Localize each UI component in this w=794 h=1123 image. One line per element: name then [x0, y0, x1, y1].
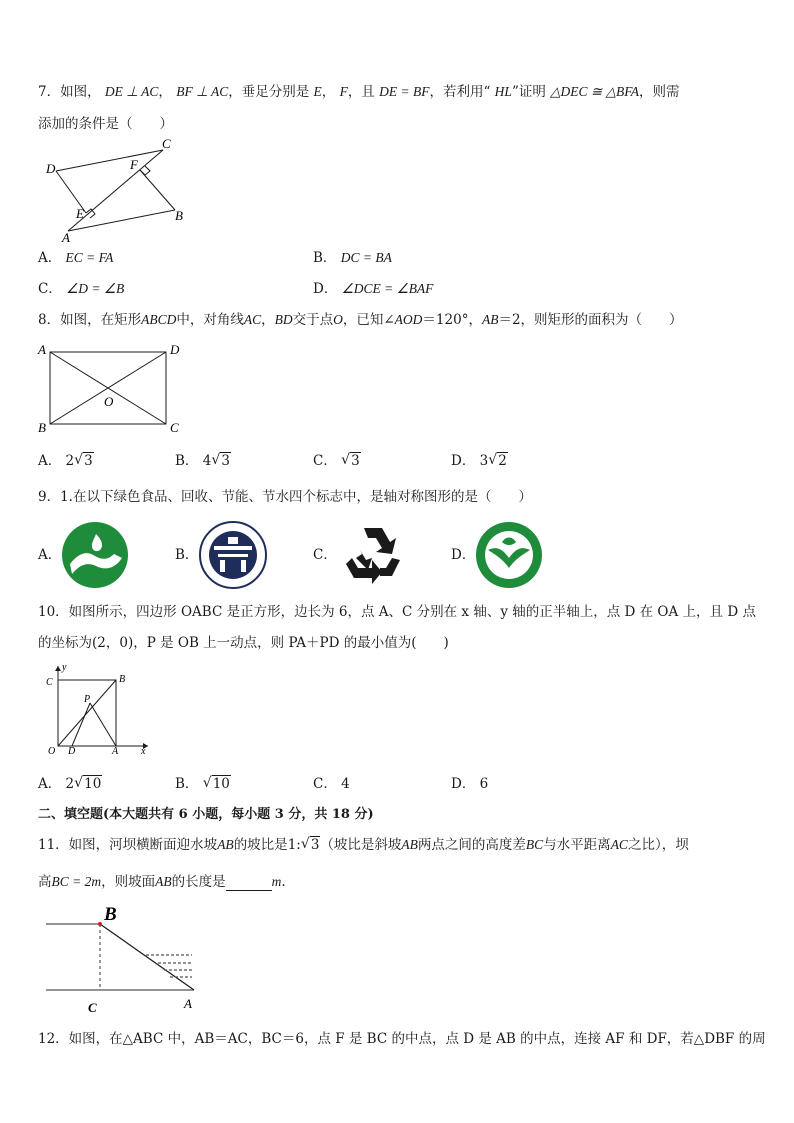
q7-label-e: E [76, 206, 84, 221]
q7-stem-line1: 7．如图， DE ⊥ AC， BF ⊥ AC，垂足分别是 E， F，且 DE = BF，若利用“ HL”证明 △DEC ≅ △BFA，则需 [38, 84, 680, 100]
q8-option-b[interactable]: B． 4√ 3 [175, 452, 231, 470]
q11-point-b [98, 922, 102, 926]
q11-stem-line2: 高BC = 2m，则坡面AB的长度是 m. [38, 874, 286, 890]
q8-label-o: O [104, 394, 114, 409]
q7-label-a: A [62, 230, 70, 245]
q7-option-c[interactable]: C． ∠D = ∠B [38, 281, 125, 297]
q11-slope-ab [100, 924, 194, 990]
section-2-heading: 二、填空题(本大题共有 6 小题，每小题 3 分，共 18 分) [38, 807, 374, 822]
q8-label-c: C [170, 420, 179, 435]
q10-label-b: B [119, 674, 126, 685]
q7-option-b[interactable]: B． DC = BA [313, 250, 392, 266]
q10-option-b[interactable]: B． √ 10 [175, 775, 231, 793]
q11-dam-figure [40, 900, 210, 1018]
q10-option-a[interactable]: A． 2√ 10 [38, 775, 102, 793]
q8-option-d[interactable]: D． 3√ 2 [451, 452, 508, 470]
q7-seg-fb [140, 170, 175, 210]
q8-option-c[interactable]: C． √ 3 [313, 452, 361, 470]
q8-label-b: B [38, 420, 46, 435]
q10-stem-line2: 的坐标为(2，0)，P 是 OB 上一动点，则 PA＋PD 的最小值为( ) [38, 635, 449, 651]
q9-option-a[interactable]: A． [38, 547, 62, 563]
q8-figure [34, 340, 194, 436]
q10-option-c[interactable]: C． 4 [313, 776, 350, 792]
q10-label-a: A [112, 746, 119, 755]
q7-label-f: F [130, 157, 138, 172]
q7-label-d: D [46, 161, 56, 176]
q10-seg-pd [72, 703, 90, 746]
q7-option-d[interactable]: D． ∠DCE = ∠BAF [313, 281, 434, 297]
q10-option-d[interactable]: D． 6 [451, 776, 489, 792]
recycling-symbol-icon [338, 520, 408, 586]
q10-label-p: P [84, 694, 91, 705]
q10-seg-pa [90, 703, 116, 746]
q11-label-b: B [104, 904, 117, 925]
q11-label-c: C [88, 1000, 97, 1015]
q9-option-d[interactable]: D． [451, 547, 476, 563]
q7-option-a[interactable]: A． EC = FA [38, 250, 114, 266]
q10-label-o: O [48, 746, 56, 755]
q8-option-a[interactable]: A． 2√ 3 [38, 452, 94, 470]
water-saving-logo-icon [474, 520, 544, 590]
q10-stem-line1: 10．如图所示，四边形 OABC 是正方形，边长为 6，点 A、C 分别在 x 轴、y 轴的正半轴上，点 D 在 OA 上，且 D 点 [38, 604, 756, 620]
recycle-org-logo-icon [198, 520, 268, 590]
q7-right-angle-f [140, 166, 150, 175]
q10-diagonal-ob [58, 680, 116, 746]
q8-label-a: A [38, 342, 46, 357]
q11-answer-blank[interactable] [226, 876, 272, 891]
q11-stem-line1: 11．如图，河坝横断面迎水坡AB的坡比是1:√ 3（坡比是斜坡AB两点之间的高度差BC与水平距离AC之比），坝 [38, 836, 689, 854]
green-food-logo-icon [60, 520, 130, 590]
q10-label-c: C [46, 677, 53, 688]
q12-stem: 12．如图，在△ABC 中，AB＝AC，BC＝6，点 F 是 BC 的中点，点 D 是 AB 的中点，连接 AF 和 DF，若△DBF 的周 [38, 1031, 766, 1047]
q9-option-b[interactable]: B． [175, 547, 199, 563]
q7-figure [40, 135, 200, 245]
q10-figure [40, 660, 160, 755]
q8-stem: 8．如图，在矩形ABCD中，对角线AC，BD交于点O，已知∠AOD＝120°，AB＝2，则矩形的面积为（ ） [38, 312, 683, 328]
q7-stem-line2: 添加的条件是（ ） [38, 116, 173, 132]
q9-stem: 9．1.在以下绿色食品、回收、节能、节水四个标志中，是轴对称图形的是（ ） [38, 489, 532, 505]
q7-label-c: C [162, 136, 171, 151]
q10-label-y: y [62, 662, 67, 673]
q8-label-d: D [170, 342, 180, 357]
q7-label-b: B [175, 208, 183, 223]
q11-label-a: A [184, 996, 192, 1011]
q9-option-c[interactable]: C． [313, 547, 337, 563]
q10-label-x: x [141, 746, 146, 755]
q10-label-d: D [68, 746, 76, 755]
q7-seg-ab [68, 210, 175, 231]
q7-right-angle-e [86, 209, 95, 218]
